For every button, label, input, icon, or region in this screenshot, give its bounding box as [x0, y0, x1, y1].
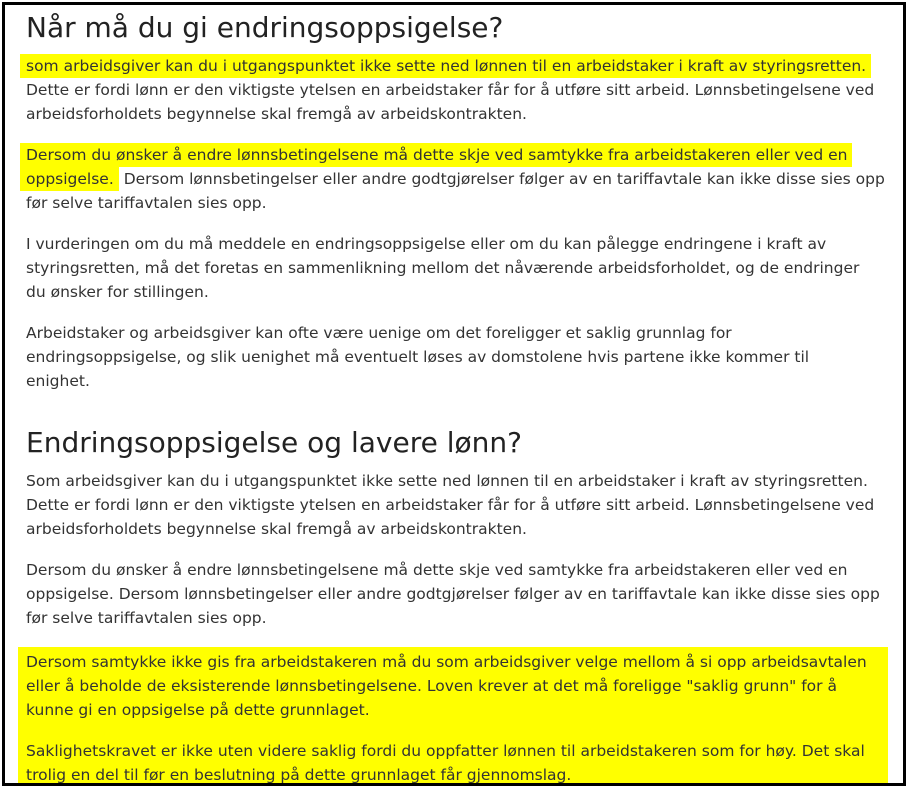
page-frame	[2, 2, 906, 786]
text-line: du ønsker for stillingen.	[26, 283, 209, 301]
text-line: arbeidsforholdets begynnelse skal fremgå av arbeidskontrakten.	[26, 105, 527, 123]
text-line: Arbeidstaker og arbeidsgiver kan ofte være uenige om det foreligger et saklig grunnlag for	[26, 324, 732, 342]
plain-text: Dersom lønnsbetingelser eller andre godtgjørelser følger av en tariffavtale kan ikke disse sies opp	[118, 170, 885, 188]
paragraph	[26, 469, 903, 541]
text-line	[26, 167, 903, 191]
paragraph	[26, 739, 888, 786]
section-heading: Når må du gi endringsoppsigelse?	[26, 11, 504, 44]
text-line: Dersom du ønsker å endre lønnsbetingelsene må dette skje ved samtykke fra arbeidstakeren eller ved en	[26, 561, 848, 579]
text-line: styringsretten, må det foretas en sammenlikning mellom det nåværende arbeidsforholdet, og de endringer	[26, 259, 860, 277]
text-line: endringsoppsigelse, og slik uenighet må eventuelt løses av domstolene hvis partene ikke kommer til	[26, 348, 810, 366]
paragraph	[26, 232, 903, 304]
paragraph	[26, 54, 903, 126]
paragraph	[26, 321, 903, 393]
text-line: før selve tariffavtalen sies opp.	[26, 609, 267, 627]
text-line	[26, 143, 903, 167]
text-line: Dette er fordi lønn er den viktigste ytelsen en arbeidstaker får for å utføre sitt arbeid. Lønnsbetingelsene ved	[26, 496, 875, 514]
text-line: eller å beholde de eksisterende lønnsbetingelsene. Loven krever at det må foreligge "saklig grunn" for å	[26, 677, 837, 695]
text-line: oppsigelse. Dersom lønnsbetingelser eller andre godtgjørelser følger av en tariffavtale kan ikke disse sies opp	[26, 585, 880, 603]
paragraph	[26, 558, 903, 630]
section-heading: Endringsoppsigelse og lavere lønn?	[26, 426, 522, 459]
text-line: arbeidsforholdets begynnelse skal fremgå av arbeidskontrakten.	[26, 520, 527, 538]
text-line: kunne gi en oppsigelse på dette grunnlaget.	[26, 701, 370, 719]
text-line: enighet.	[26, 372, 90, 390]
text-line: Dette er fordi lønn er den viktigste ytelsen en arbeidstaker får for å utføre sitt arbeid. Lønnsbetingelsene ved	[26, 81, 875, 99]
highlighted-block	[18, 647, 888, 786]
text-line: trolig en del til før en beslutning på dette grunnlaget får gjennomslag.	[26, 766, 572, 784]
text-line: før selve tariffavtalen sies opp.	[26, 194, 267, 212]
highlighted-text: som arbeidsgiver kan du i utgangspunktet ikke sette ned lønnen til en arbeidstaker i kraft av styringsretten.	[20, 54, 871, 78]
text-line: Dersom samtykke ikke gis fra arbeidstakeren må du som arbeidsgiver velge mellom å si opp arbeidsavtalen	[26, 653, 867, 671]
paragraph	[26, 143, 903, 215]
text-line: Saklighetskravet er ikke uten videre saklig fordi du oppfatter lønnen til arbeidstakeren som for høy. Det skal	[26, 742, 865, 760]
paragraph	[26, 647, 888, 722]
highlighted-text: Dersom du ønsker å endre lønnsbetingelsene må dette skje ved samtykke fra arbeidstakeren eller ved en	[20, 143, 852, 167]
highlighted-text: oppsigelse.	[20, 167, 119, 191]
text-line: I vurderingen om du må meddele en endringsoppsigelse eller om du kan pålegge endringene i kraft av	[26, 235, 827, 253]
text-line	[26, 54, 903, 78]
text-line: Som arbeidsgiver kan du i utgangspunktet ikke sette ned lønnen til en arbeidstaker i kraft av styringsretten.	[26, 472, 868, 490]
